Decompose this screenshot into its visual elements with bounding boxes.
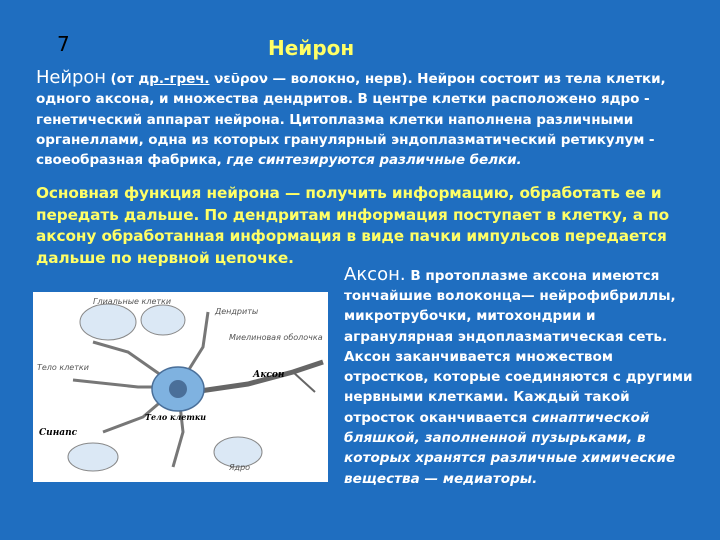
- axon-term: Аксон.: [344, 264, 406, 285]
- axon-branch: [293, 372, 315, 392]
- glial-cell: [80, 304, 136, 340]
- label-axon: Аксон: [253, 370, 285, 380]
- glial-cell: [68, 443, 118, 471]
- neuron-figure: [33, 292, 328, 482]
- greek-link[interactable]: др.-греч.: [138, 71, 210, 87]
- function-paragraph: Основная функция нейрона — получить информацию, обработать ее и передать дальше. По дендритам информация поступает в клетку, а по аксону обработанная информация в виде пачки импульсов передается дальше по нервной цепочке.: [36, 184, 670, 267]
- axon-heading: [344, 264, 659, 285]
- axon-paragraph: [344, 286, 694, 489]
- slide-number: 7: [57, 32, 70, 56]
- axon-italic: синаптической бляшкой, заполненной пузырьками, в которых хранятся различные химические вещества — медиаторы.: [344, 409, 676, 487]
- label-cell-body: Тело клетки: [145, 412, 207, 422]
- neuron-term: Нейрон: [36, 67, 106, 88]
- label-dendrites: Дендриты: [215, 307, 259, 316]
- slide-title: Нейрон: [268, 36, 355, 60]
- neuron-drawing: [33, 292, 328, 482]
- label-synapse: Синапс: [39, 428, 78, 438]
- intro-paragraph: [36, 68, 686, 170]
- label-glial: Глиальные клетки: [93, 297, 172, 306]
- origin-italic: где синтезируются различные белки.: [226, 152, 522, 169]
- glial-cell: [141, 305, 185, 335]
- origin-open: (от: [105, 71, 139, 87]
- axon-lead: В протоплазме аксона имеются: [405, 268, 660, 284]
- label-nerve-cell: Тело клетки: [37, 363, 89, 372]
- origin-rest: νεῦρον — волокно, нерв). Нейрон состоит из тела клетки, одного аксона, и множества дендритов. В центре клетки расположено ядро - генетический аппарат нейрона. Цитоплазма клетки наполнена различными органеллами, одна из которых гранулярный эндоплазматический ретикулум - своеобразная фабрика,: [36, 71, 666, 169]
- axon-body: тончайшие волоконца— нейрофибриллы, микротрубочки, митохондрии и агранулярная эндоплазматическая сеть. Аксон заканчивается множеством отростков, которые соединяются с другими нервными клетками. Каждый такой отросток оканчивается: [344, 288, 693, 426]
- label-myelin: Миелиновая оболочка: [229, 333, 323, 342]
- label-nucleus: Ядро: [229, 463, 251, 472]
- nucleus: [169, 380, 187, 398]
